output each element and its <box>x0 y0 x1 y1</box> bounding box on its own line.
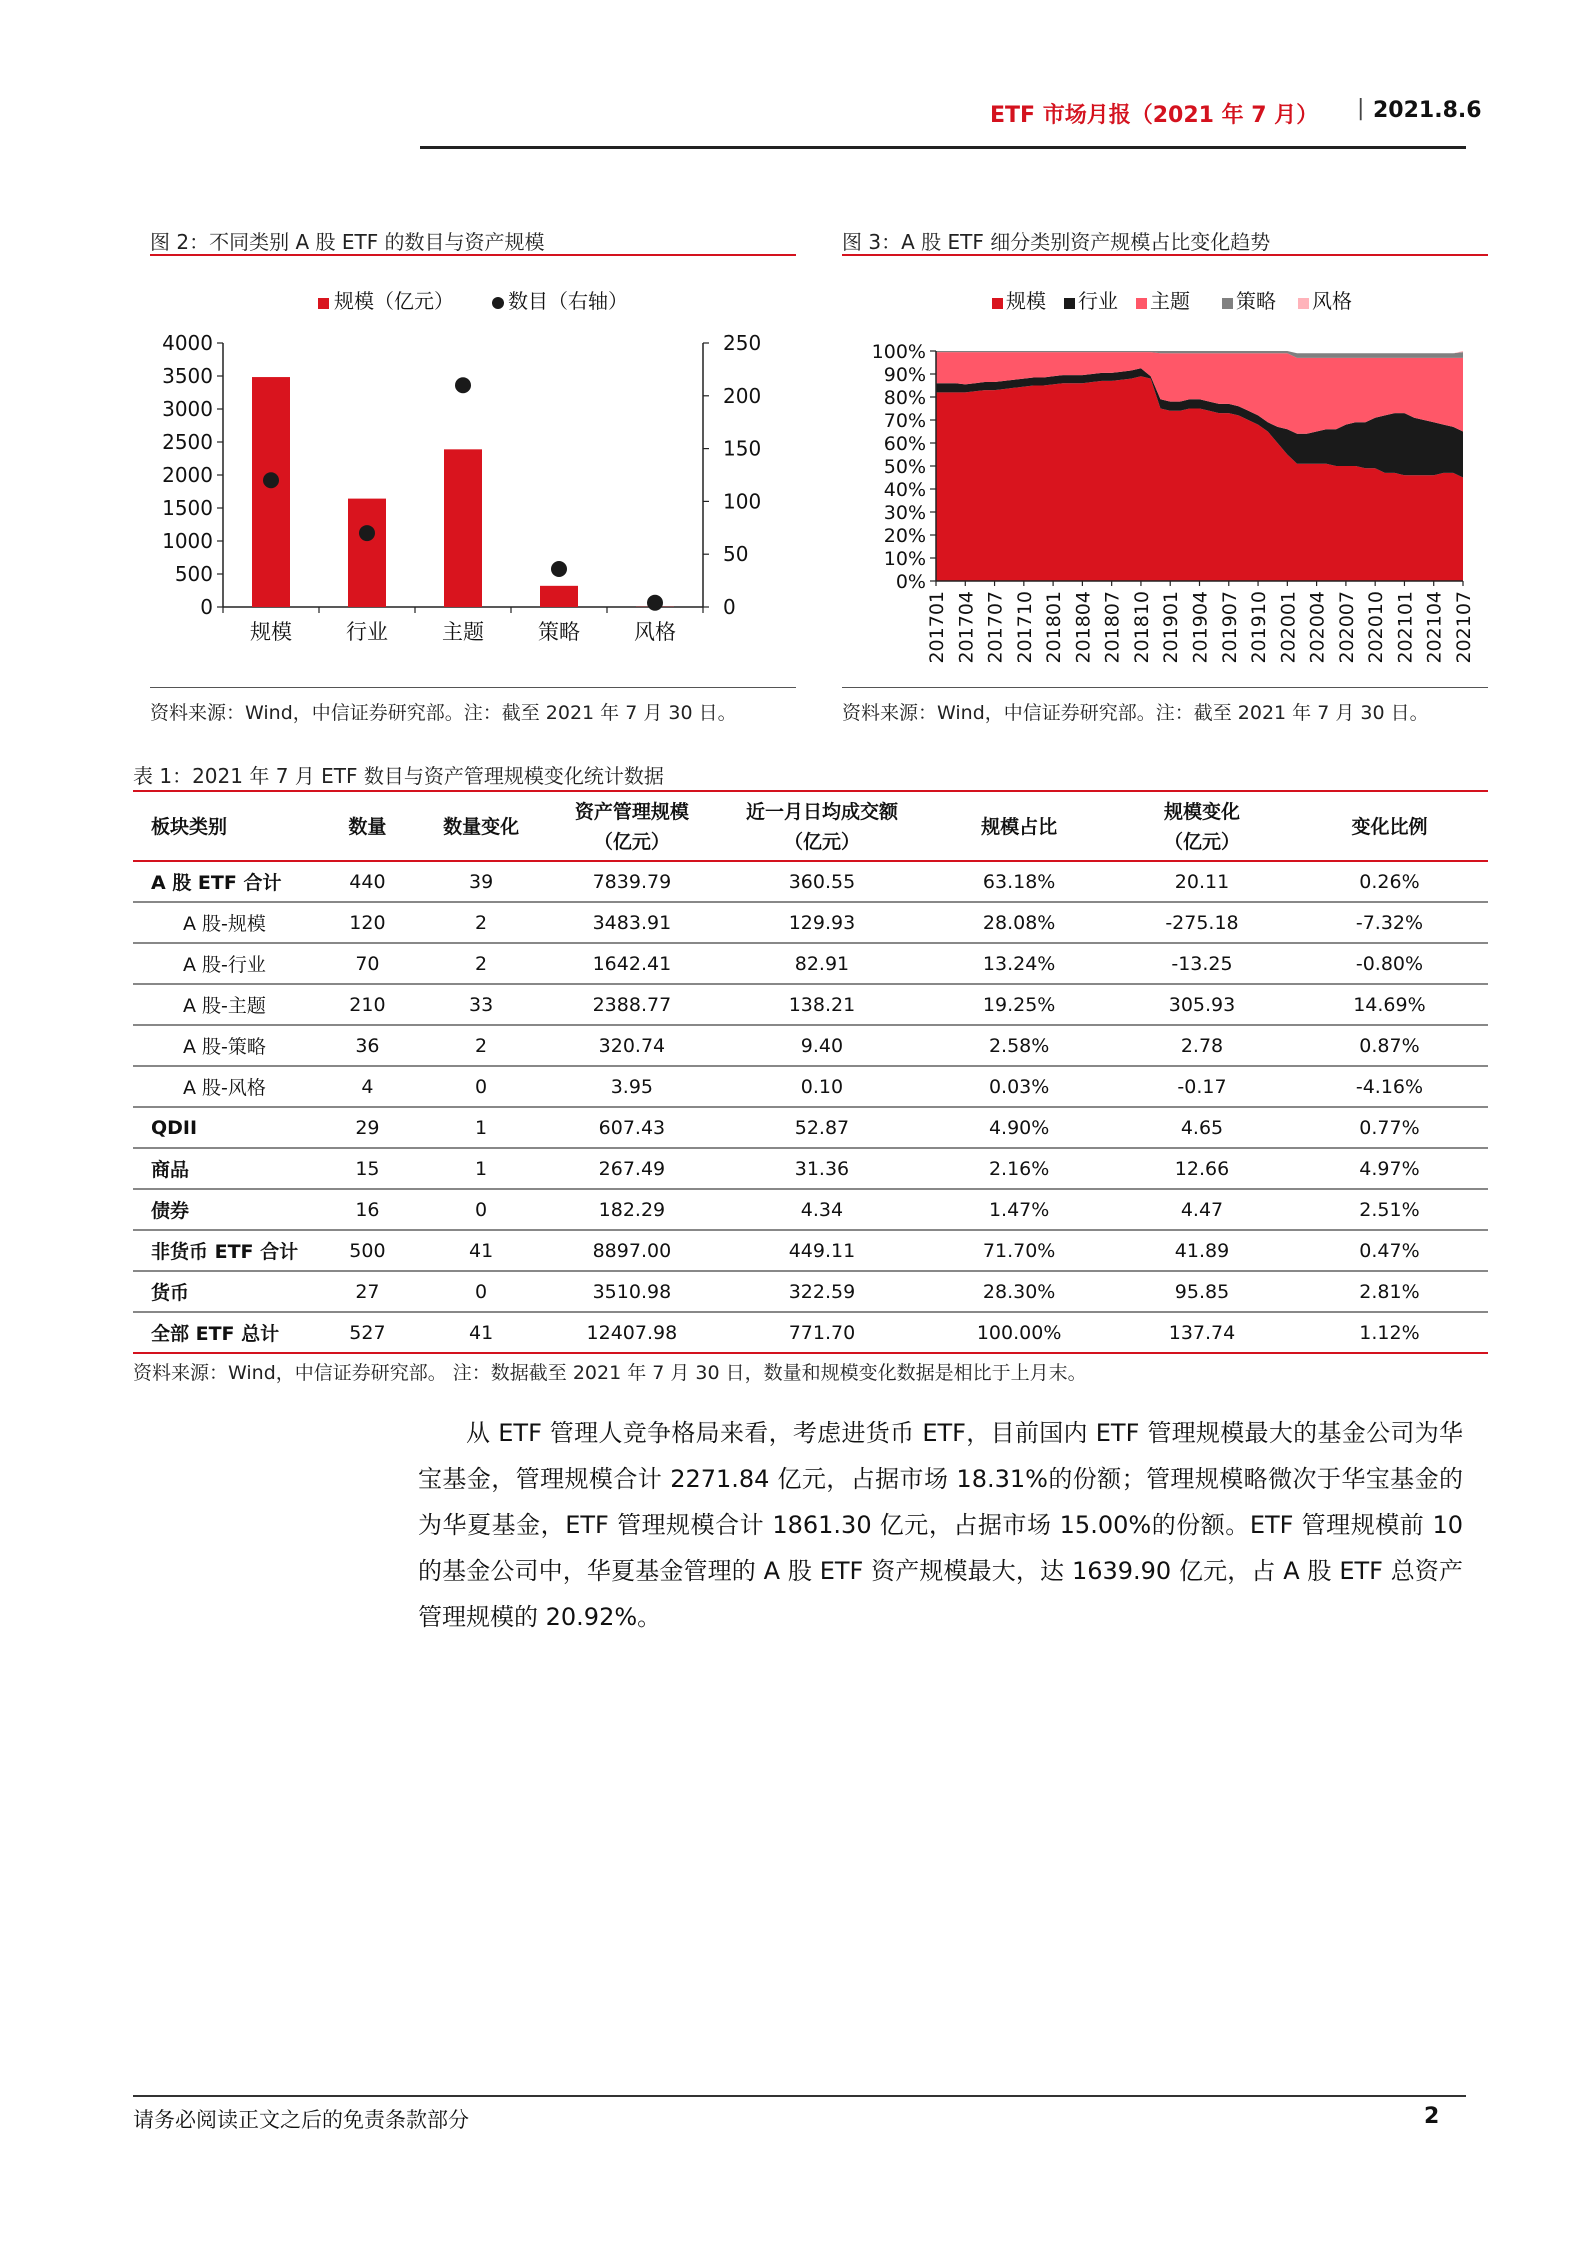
table-cell: 0.77% <box>1291 1107 1488 1148</box>
header-rule <box>420 146 1466 149</box>
table-cell: 500 <box>318 1230 417 1271</box>
table-cell: 3.95 <box>545 1066 719 1107</box>
x-tick-label: 202007 <box>1335 591 1358 664</box>
x-tick-label: 201807 <box>1101 591 1124 664</box>
report-title: ETF 市场月报（2021 年 7 月） <box>990 103 1319 128</box>
header-text: 近一月日均成交额 <box>745 801 898 823</box>
table-cell: 0 <box>417 1271 545 1312</box>
x-tick-label: 202004 <box>1306 591 1329 664</box>
table-row <box>133 1271 1488 1312</box>
x-tick-label: 201910 <box>1248 591 1271 664</box>
y2-tick-label: 150 <box>723 436 762 461</box>
table-cell: 2388.77 <box>545 984 719 1025</box>
x-tick-label: 201810 <box>1130 591 1153 664</box>
table-cell: 2.51% <box>1291 1189 1488 1230</box>
table-row <box>133 1312 1488 1353</box>
y-tick-label: 80% <box>883 387 926 409</box>
table-cell: 70 <box>318 943 417 984</box>
legend-swatch <box>1222 298 1233 309</box>
table-cell: 7839.79 <box>545 861 719 902</box>
table-cell: 3510.98 <box>545 1271 719 1312</box>
fig3-legend <box>992 289 1352 313</box>
legend-bar-swatch <box>318 298 329 309</box>
y-tick-label: 100% <box>871 341 926 363</box>
table-cell: 41 <box>417 1230 545 1271</box>
header-text: 数量变化 <box>443 816 520 838</box>
legend-label: 行业 <box>1078 289 1118 313</box>
table-cell: 20.11 <box>1113 861 1291 902</box>
table-cell: 1 <box>417 1107 545 1148</box>
table-cell: 440 <box>318 861 417 902</box>
table-header-cell <box>318 794 417 861</box>
row-category: 全部 ETF 总计 <box>133 1312 318 1353</box>
table-cell: -0.17 <box>1113 1066 1291 1107</box>
legend-label: 策略 <box>1236 289 1276 313</box>
x-tick-label: 201707 <box>984 591 1007 664</box>
table-cell: 0 <box>417 1189 545 1230</box>
table1-caption-rule <box>133 790 1488 792</box>
table-cell: 41.89 <box>1113 1230 1291 1271</box>
fig3-source: 资料来源：Wind，中信证券研究部。注：截至 2021 年 7 月 30 日。 <box>842 702 1429 724</box>
y-tick-label: 3500 <box>162 364 213 388</box>
y2-tick-label: 100 <box>723 489 762 514</box>
dot-规模 <box>263 472 279 488</box>
table-cell: 2 <box>417 943 545 984</box>
table-cell: 71.70% <box>925 1230 1113 1271</box>
row-category: QDII <box>133 1107 318 1148</box>
fig2-bottom-rule <box>150 687 796 688</box>
bar-规模 <box>252 377 290 607</box>
y-tick-label: 2500 <box>162 430 213 454</box>
table-cell: -4.16% <box>1291 1066 1488 1107</box>
legend-dot-swatch <box>492 297 504 309</box>
y-tick-label: 10% <box>883 548 926 570</box>
table-cell: 607.43 <box>545 1107 719 1148</box>
table-cell: 27 <box>318 1271 417 1312</box>
table-cell: 33 <box>417 984 545 1025</box>
y-tick-label: 70% <box>883 410 926 432</box>
footer-disclaimer: 请务必阅读正文之后的免责条款部分 <box>133 2108 469 2132</box>
y2-tick-label: 200 <box>723 383 762 408</box>
table-cell: 4.65 <box>1113 1107 1291 1148</box>
header-text: 数量 <box>348 816 387 838</box>
table-cell: 137.74 <box>1113 1312 1291 1353</box>
table-cell: 120 <box>318 902 417 943</box>
table-cell: 0.87% <box>1291 1025 1488 1066</box>
table-row <box>133 984 1488 1025</box>
table-header-cell <box>545 794 719 861</box>
row-category: 非货币 ETF 合计 <box>133 1230 318 1271</box>
fig2-caption-rule <box>150 254 796 256</box>
table-cell: 16 <box>318 1189 417 1230</box>
x-tick-label: 201907 <box>1218 591 1241 664</box>
table-row <box>133 861 1488 902</box>
table-header-cell <box>719 794 925 861</box>
legend-label: 规模（亿元） <box>334 289 454 313</box>
header-text: （亿元） <box>783 831 860 853</box>
table-cell: 322.59 <box>719 1271 925 1312</box>
legend-label: 风格 <box>1312 289 1352 313</box>
table-cell: 4 <box>318 1066 417 1107</box>
table-cell: 2 <box>417 902 545 943</box>
y-tick-label: 30% <box>883 502 926 524</box>
table-row <box>133 1025 1488 1066</box>
y2-tick-label: 50 <box>723 542 749 567</box>
fig3-chart <box>842 270 1492 680</box>
header-text: 规模变化 <box>1163 801 1240 823</box>
table-cell: 4.97% <box>1291 1148 1488 1189</box>
row-category: A 股-规模 <box>133 902 318 943</box>
fig3-caption: 图 3：A 股 ETF 细分类别资产规模占比变化趋势 <box>842 230 1271 254</box>
dot-行业 <box>359 525 375 541</box>
table-cell: 95.85 <box>1113 1271 1291 1312</box>
table-cell: 28.08% <box>925 902 1113 943</box>
table-cell: 210 <box>318 984 417 1025</box>
x-tick-label: 202001 <box>1277 591 1300 664</box>
legend-swatch <box>992 298 1003 309</box>
table-cell: 2.16% <box>925 1148 1113 1189</box>
table-cell: 100.00% <box>925 1312 1113 1353</box>
bar-行业 <box>348 499 386 607</box>
row-category: A 股-行业 <box>133 943 318 984</box>
row-category: 货币 <box>133 1271 318 1312</box>
table-row <box>133 902 1488 943</box>
x-tick-label: 201901 <box>1160 591 1183 664</box>
table-cell: 1.12% <box>1291 1312 1488 1353</box>
table-cell: 15 <box>318 1148 417 1189</box>
table-header-row <box>133 794 1488 861</box>
etf-stats-table <box>133 794 1488 1354</box>
row-category: A 股-主题 <box>133 984 318 1025</box>
dot-风格 <box>647 595 663 611</box>
table-cell: 4.47 <box>1113 1189 1291 1230</box>
table-cell: 39 <box>417 861 545 902</box>
x-tick-label: 202101 <box>1394 591 1417 664</box>
table-cell: 12407.98 <box>545 1312 719 1353</box>
x-tick-label: 201801 <box>1043 591 1066 664</box>
paragraph-text: 从 ETF 管理人竞争格局来看，考虑进货币 ETF，目前国内 ETF 管理规模最大的基金公司为华宝基金，管理规模合计 2271.84 亿元，占据市场 18.31%的份额；管理规模略微次于华宝基金的为华夏基金，ETF 管理规模合计 1861.30 亿元，占据市场 15.00%的份额。ETF 管理规模前 10 的基金公司中，华夏基金管理的 A 股 ETF 资产规模最大，达 1639.90 亿元，占 A 股 ETF 总资产管理规模的 20.92%。 <box>418 1419 1463 1631</box>
y-tick-label: 0 <box>200 595 213 619</box>
table1-caption: 表 1：2021 年 7 月 ETF 数目与资产管理规模变化统计数据 <box>133 764 664 788</box>
table-row <box>133 1189 1488 1230</box>
legend-swatch <box>1136 298 1147 309</box>
table-cell: 8897.00 <box>545 1230 719 1271</box>
table-cell: 1642.41 <box>545 943 719 984</box>
y-tick-label: 3000 <box>162 397 213 421</box>
table-cell: 0 <box>417 1066 545 1107</box>
fig2-caption: 图 2：不同类别 A 股 ETF 的数目与资产规模 <box>150 230 545 254</box>
x-tick-label: 策略 <box>538 620 580 644</box>
page-number: 2 <box>1424 2104 1440 2129</box>
row-category: A 股-风格 <box>133 1066 318 1107</box>
table-cell: 63.18% <box>925 861 1113 902</box>
table-cell: 52.87 <box>719 1107 925 1148</box>
fig2-source: 资料来源：Wind，中信证券研究部。注：截至 2021 年 7 月 30 日。 <box>150 702 737 724</box>
table-cell: 360.55 <box>719 861 925 902</box>
table-cell: 9.40 <box>719 1025 925 1066</box>
row-category: 债券 <box>133 1189 318 1230</box>
x-tick-label: 201804 <box>1072 591 1095 664</box>
table-header-cell <box>925 794 1113 861</box>
table-row <box>133 1148 1488 1189</box>
dot-策略 <box>551 561 567 577</box>
table-cell: 19.25% <box>925 984 1113 1025</box>
y-tick-label: 1500 <box>162 496 213 520</box>
table-cell: 82.91 <box>719 943 925 984</box>
x-tick-label: 201710 <box>1013 591 1036 664</box>
x-tick-label: 行业 <box>346 620 388 644</box>
table-cell: 36 <box>318 1025 417 1066</box>
table-row <box>133 1230 1488 1271</box>
table-cell: 267.49 <box>545 1148 719 1189</box>
table-row <box>133 943 1488 984</box>
x-tick-label: 风格 <box>634 620 676 644</box>
table-cell: 29 <box>318 1107 417 1148</box>
table-cell: 12.66 <box>1113 1148 1291 1189</box>
table-cell: 14.69% <box>1291 984 1488 1025</box>
x-tick-label: 202010 <box>1365 591 1388 664</box>
legend-label: 数目（右轴） <box>508 289 628 313</box>
table-cell: 4.34 <box>719 1189 925 1230</box>
table-cell: 4.90% <box>925 1107 1113 1148</box>
header-text: 板块类别 <box>151 816 228 838</box>
x-tick-label: 规模 <box>250 620 292 644</box>
table-cell: 0.47% <box>1291 1230 1488 1271</box>
row-category: A 股-策略 <box>133 1025 318 1066</box>
y-tick-label: 4000 <box>162 331 213 355</box>
table-cell: 0.10 <box>719 1066 925 1107</box>
footer-rule <box>133 2095 1466 2097</box>
table-cell: 2.81% <box>1291 1271 1488 1312</box>
fig3-bottom-rule <box>842 687 1488 688</box>
y-tick-label: 2000 <box>162 463 213 487</box>
y-tick-label: 40% <box>883 479 926 501</box>
table-cell: 3483.91 <box>545 902 719 943</box>
row-category: 商品 <box>133 1148 318 1189</box>
table-cell: 2.78 <box>1113 1025 1291 1066</box>
fig3-caption-rule <box>842 254 1488 256</box>
table-header-cell <box>417 794 545 861</box>
table-cell: 31.36 <box>719 1148 925 1189</box>
y2-tick-label: 250 <box>723 331 762 355</box>
x-tick-label: 主题 <box>442 620 484 644</box>
bar-策略 <box>540 586 578 607</box>
y-tick-label: 20% <box>883 525 926 547</box>
table-cell: -0.80% <box>1291 943 1488 984</box>
legend-label: 规模 <box>1006 289 1046 313</box>
y2-tick-label: 0 <box>723 595 736 619</box>
table-cell: 182.29 <box>545 1189 719 1230</box>
table-cell: 1 <box>417 1148 545 1189</box>
report-date: 2021.8.6 <box>1373 98 1482 123</box>
table-cell: 0.03% <box>925 1066 1113 1107</box>
x-tick-label: 201701 <box>926 591 948 664</box>
table-cell: 0.26% <box>1291 861 1488 902</box>
table-cell: 320.74 <box>545 1025 719 1066</box>
fig2-chart <box>150 270 800 670</box>
header-text: 规模占比 <box>981 816 1058 838</box>
table-cell: 138.21 <box>719 984 925 1025</box>
table-cell: 2 <box>417 1025 545 1066</box>
table-cell: -7.32% <box>1291 902 1488 943</box>
dot-主题 <box>455 377 471 393</box>
x-tick-label: 202107 <box>1453 591 1475 664</box>
table-cell: -13.25 <box>1113 943 1291 984</box>
header-separator: | <box>1357 96 1365 121</box>
legend-swatch <box>1298 298 1309 309</box>
table-cell: 13.24% <box>925 943 1113 984</box>
table-cell: 28.30% <box>925 1271 1113 1312</box>
table-header-cell <box>1291 794 1488 861</box>
x-tick-label: 202104 <box>1423 591 1446 664</box>
table-cell: 771.70 <box>719 1312 925 1353</box>
table-cell: 41 <box>417 1312 545 1353</box>
y-tick-label: 60% <box>883 433 926 455</box>
x-tick-label: 201704 <box>955 591 978 664</box>
row-category: A 股 ETF 合计 <box>133 861 318 902</box>
table-cell: -275.18 <box>1113 902 1291 943</box>
table-header-cell <box>133 794 318 861</box>
x-tick-label: 201904 <box>1189 591 1212 664</box>
table-cell: 1.47% <box>925 1189 1113 1230</box>
table-cell: 449.11 <box>719 1230 925 1271</box>
header-text: 资产管理规模 <box>574 801 689 823</box>
table-cell: 527 <box>318 1312 417 1353</box>
table-row <box>133 1066 1488 1107</box>
bar-主题 <box>444 449 482 607</box>
y-tick-label: 50% <box>883 456 926 478</box>
header-text: （亿元） <box>593 831 670 853</box>
y-tick-label: 0% <box>895 571 926 593</box>
table-row <box>133 1107 1488 1148</box>
header-text: 变化比例 <box>1351 816 1428 838</box>
y-tick-label: 1000 <box>162 529 213 553</box>
legend-label: 主题 <box>1150 289 1190 313</box>
y-tick-label: 500 <box>174 562 213 586</box>
legend-swatch <box>1064 298 1075 309</box>
table-cell: 2.58% <box>925 1025 1113 1066</box>
table1-source: 资料来源：Wind，中信证券研究部。 注：数据截至 2021 年 7 月 30 日，数量和规模变化数据是相比于上月末。 <box>133 1362 1087 1384</box>
header-text: （亿元） <box>1163 831 1240 853</box>
fig2-legend <box>318 289 628 313</box>
table-cell: 129.93 <box>719 902 925 943</box>
table-header-cell <box>1113 794 1291 861</box>
y-tick-label: 90% <box>883 364 926 386</box>
table-cell: 305.93 <box>1113 984 1291 1025</box>
body-paragraph <box>418 1410 1463 1640</box>
